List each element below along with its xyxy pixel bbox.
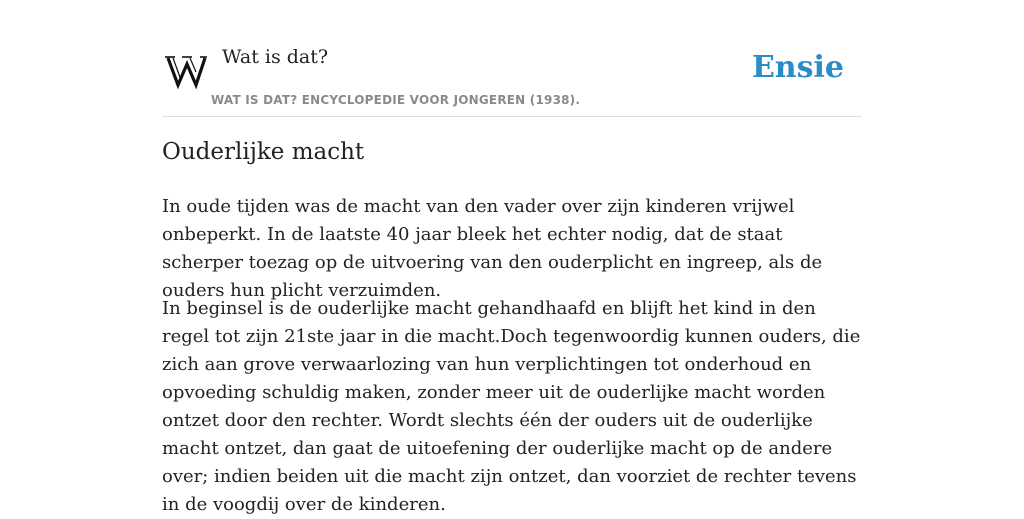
source-subtitle: WAT IS DAT? ENCYCLOPEDIE VOOR JONGEREN (1938). bbox=[211, 93, 581, 107]
source-title[interactable]: Wat is dat? bbox=[222, 46, 329, 68]
article-paragraph: In beginsel is de ouderlijke macht gehandhaafd en blijft het kind in den regel tot zijn 21ste jaar in die macht.Doch tegenwoordig kunnen ouders, die zich aan grove verwaarlozing van hun verplichtingen tot onderhoud en opvoeding schuldig maken, zonder meer uit de ouderlijke macht worden ontzet door den rechter. Wordt slechts één der ouders uit de ouderlijke macht ontzet, dan gaat de uitoefening der ouderlijke macht op de andere over; indien beiden uit die macht zijn ontzet, dan voorziet de rechter tevens in de voogdij over de kinderen. bbox=[162, 298, 861, 515]
header bbox=[162, 0, 862, 117]
article-paragraph: In oude tijden was de macht van den vader over zijn kinderen vrijwel onbeperkt. In de laatste 40 jaar bleek het echter nodig, dat de staat scherper toezag op de uitvoering van den ouderplicht en ingreep, als de ouders hun plicht verzuimden. bbox=[162, 196, 823, 301]
page bbox=[162, 0, 862, 515]
wikipedia-w-icon[interactable] bbox=[165, 52, 207, 90]
article-title: Ouderlijke macht bbox=[162, 139, 365, 165]
brand-logo[interactable]: Ensie bbox=[751, 50, 844, 85]
